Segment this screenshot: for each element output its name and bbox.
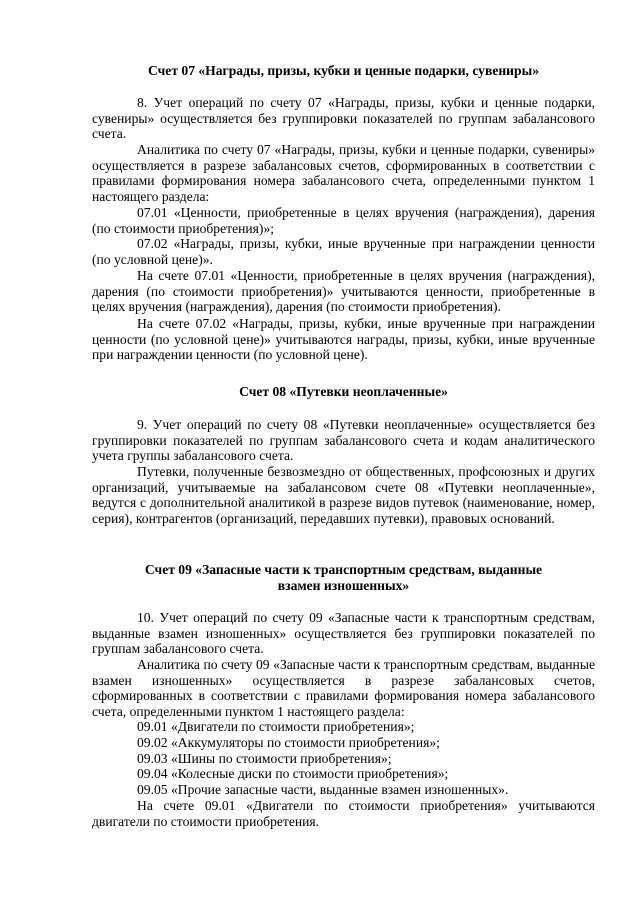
section-09-paragraph-3: На счете 09.01 «Двигатели по стоимости приобретения» учитываются двигатели по стоимости приобретения.: [92, 798, 595, 829]
section-09-item-0902: 09.02 «Аккумуляторы по стоимости приобретения»;: [137, 735, 440, 750]
section-07-paragraph-4: На счете 07.02 «Награды, призы, кубки, иные врученные при награждении ценности (по условной цене)» учитываются награды, призы, кубки, иные врученные при награждении ценности (по условной цене).: [92, 316, 595, 363]
section-07-paragraph-2: Аналитика по счету 07 «Награды, призы, кубки и ценные подарки, сувениры» осуществляется в разрезе забалансовых счетов, сформированных в соответствии с правилами формирования номера забалансового счета, определенными пунктом 1 настоящего раздела:: [92, 142, 595, 204]
section-09-item-0903: 09.03 «Шины по стоимости приобретения»;: [137, 751, 392, 766]
section-08-paragraph-1: 9. Учет операций по счету 08 «Путевки неоплаченные» осуществляется без группировки показателей по группам забалансового счета и кодам аналитического учета группы забалансового счета.: [92, 417, 595, 464]
section-09-heading-line-1: Счет 09 «Запасные части к транспортным средствам, выданные: [144, 562, 543, 577]
section-09-item-0905: 09.05 «Прочие запасные части, выданные взамен изношенных».: [137, 782, 509, 797]
section-08-paragraph-2: Путевки, полученные безвозмездно от общественных, профсоюзных и других организаций, учитываемые на забалансовом счете 08 «Путевки неоплаченные», ведутся с дополнительной аналитикой в разрезе видов путевок (наименование, номер, серия), контрагентов (организаций, передавших путевки), правовых оснований.: [92, 464, 595, 526]
section-07-item-0701: 07.01 «Ценности, приобретенные в целях вручения (награждения), дарения (по стоимости приобретения)»;: [92, 205, 595, 236]
section-07-paragraph-1: 8. Учет операций по счету 07 «Награды, призы, кубки и ценные подарки, сувениры» осуществляется без группировки показателей по группам забалансового счета.: [92, 95, 595, 142]
section-09-paragraph-1: 10. Учет операций по счету 09 «Запасные части к транспортным средствам, выданные взамен изношенных» осуществляется без группировки показателей по группам забалансового счета.: [92, 610, 595, 657]
section-09-paragraph-2: Аналитика по счету 09 «Запасные части к транспортным средствам, выданные взамен изношенных» осуществляется в разрезе забалансовых счетов, сформированных в соответствии с правилами формирования номера забалансового счета, определенными пунктом 1 настоящего раздела:: [92, 657, 595, 719]
section-09-item-0904: 09.04 «Колесные диски по стоимости приобретения»;: [137, 766, 449, 781]
section-09-item-0901: 09.01 «Двигатели по стоимости приобретения»;: [137, 719, 415, 734]
section-09-heading-line-2: взамен изношенных»: [277, 578, 410, 593]
section-08-heading: Счет 08 «Путевки неоплаченные»: [239, 384, 448, 399]
section-07-item-0702: 07.02 «Награды, призы, кубки, иные врученные при награждении ценности (по условной цене)».: [92, 236, 595, 267]
section-07-heading: Счет 07 «Награды, призы, кубки и ценные подарки, сувениры»: [147, 63, 539, 78]
section-07-paragraph-3: На счете 07.01 «Ценности, приобретенные в целях вручения (награждения), дарения (по стоимости приобретения)» учитываются ценности, приобретенные в целях вручения (награждения), дарения (по стоимости приобретения).: [92, 268, 595, 315]
